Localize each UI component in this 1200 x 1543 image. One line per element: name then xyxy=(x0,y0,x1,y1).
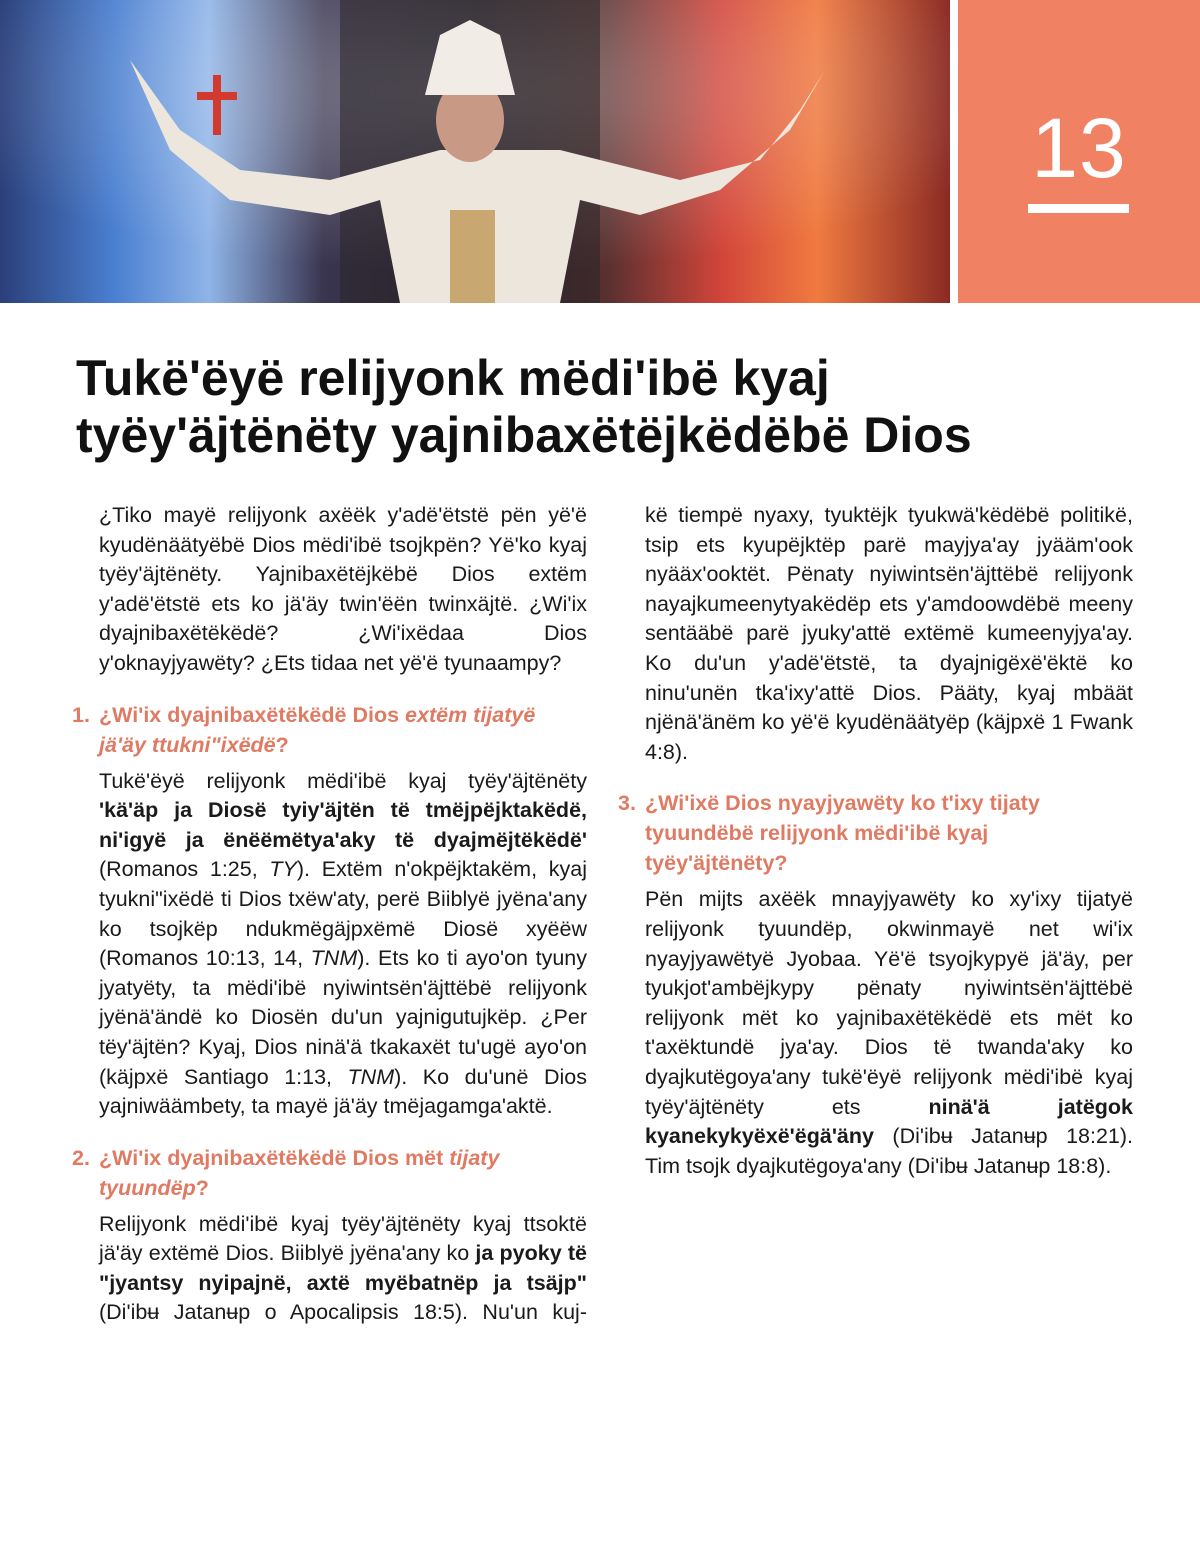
lesson-number-underline xyxy=(1028,204,1129,213)
title-line-1: Tukë'ëyë relijyonk mëdi'ibë kyaj xyxy=(76,350,830,406)
bible-abbrev: TNM xyxy=(310,946,358,971)
text: (Di'ibʉ Jatanʉp o Apocalipsis 18:5). Nu'un kuj- xyxy=(99,1300,587,1325)
answer-2-paragraph-part-2: kë tiempë nyaxy, tyuktëjk tyukwä'këdëbë politikë, tsip ets kyupëjktëp parë mayjya'ay jyääm'ook nyääx'ooktët. Pënaty nyiwintsën'äjttëbë relijyonk nayajkumeenytyakëdëp ets y'amdoowdëbë meeny sentääbë parë jyuky'attë extëmë kumeenyjya'ay. Ko du'un y'adë'ëtstë, ta dyajnigëxë'ëktë ko ninu'unën tka'ixy'attë Dios. Pääty, kyaj mbäät njënä'änëm ko yë'ë kyudënäätyëp (käjpxë 1 Fwank 4:8). xyxy=(645,503,1133,764)
question-2-heading xyxy=(72,1143,587,1203)
bold-quote: ja pyoky të "jyantsy nyipajnë, axtë myëbatnëp ja tsäjp" xyxy=(99,1241,587,1295)
answer-1-paragraph xyxy=(99,767,587,1122)
bible-abbrev: TY xyxy=(269,857,297,882)
text: ). Ets ko ti ayo'on tyuny jyatyëty, ta mëdi'ibë nyiwintsën'äjttëbë relijyonk jyënä'ändë ko Diosën du'un yajnigutujkëp. ¿Per tëy'äjtën? Kyaj, Dios ninä'ä tkakaxët tu'ugë ayo'on (käjpxë Santiago 1:13, xyxy=(99,946,588,1089)
question-text-italic: tijaty tyuundëp xyxy=(99,1145,500,1200)
question-mark: ? xyxy=(195,1175,209,1200)
bold-text: ninä'ä jatëgok kyanekykyëxë'ëgä'äny xyxy=(645,1094,1134,1149)
answer-3-paragraph xyxy=(645,885,1133,1181)
text: Relijyonk mëdi'ibë kyaj tyëy'äjtënëty kyaj ttsoktë jä'äy extëmë Dios. Biiblyë jyëna'any ko xyxy=(99,1211,587,1266)
title-line-2: tyëy'äjtënëty yajnibaxëtëjkëdëbë Dios xyxy=(76,407,972,463)
page-title xyxy=(76,350,1076,464)
question-3-heading xyxy=(618,788,1133,878)
hero-image-priest-cathedral xyxy=(0,0,950,303)
text-column-left xyxy=(72,501,588,1328)
bold-quote: 'kä'äp ja Diosë tyiy'äjtën të tmëjpëjktakëdë, ni'igyë ja ënëëmëtya'aky të dyajmëjtëkëdë' xyxy=(99,798,587,852)
text: ). Ko du'unë Dios yajniwäämbety, ta mayë jä'äy tmëjagamga'aktë. xyxy=(99,1064,587,1119)
text: (Romanos 1:25, xyxy=(99,857,270,882)
text: (Di'ibʉ Jatanʉp 18:21). Tim tsojk dyajkutëgoya'any (Di'ibʉ Jatanʉp 18:8). xyxy=(645,1124,1133,1178)
question-number: 2. xyxy=(72,1145,90,1170)
question-mark: ? xyxy=(275,732,289,757)
text: Pën mijts axëëk mnayjyawëty ko xy'ixy tijatyë relijyonk tyuundëp, okwinmayë net wi'ix nyayjyawëtyë Jyobaa. Yë'ë tsyojkypyë jä'äy, per tyukjot'ambëjkypy pënaty nyiwintsën'äjttëbë relijyonk mët ko yajnibaxëtëkëdë ets mët ko t'axëktundë jya'ay. Dios të twanda'aky ko dyajkutëgoya'any tukë'ëyë relijyonk mëdi'ibë kyaj tyëy'äjtënëty ets xyxy=(645,887,1133,1119)
question-1-heading xyxy=(72,700,587,760)
question-number: 3. xyxy=(618,791,636,816)
text: Tukë'ëyë relijyonk mëdi'ibë kyaj tyëy'äjtënëty xyxy=(99,768,587,793)
question-text: ¿Wi'ix dyajnibaxëtëkëdë Dios mët xyxy=(99,1145,450,1170)
intro-paragraph: ¿Tiko mayë relijyonk axëëk y'adë'ëtstë pën yë'ë kyudënäätyëbë Dios mëdi'ibë tsojkpën? Yë'ko kyaj tyëy'äjtënëty. Yajnibaxëtëjkëbë Dios extëm y'adë'ëtstë ets ko jä'äy twin'ëën twinxäjtë. ¿Wi'ix dyajnibaxëtëkëdë? ¿Wi'ixëdaa Dios y'oknayjyawëty? ¿Ets tidaa net yë'ë tyunaampy? xyxy=(99,503,587,675)
question-number: 1. xyxy=(72,702,90,727)
lesson-number-badge xyxy=(958,0,1200,303)
priest-illustration xyxy=(0,0,950,303)
question-text-italic: extëm tijatyë jä'äy ttukni"ixëdë xyxy=(99,702,536,757)
bible-abbrev: TNM xyxy=(347,1064,395,1089)
question-text: ¿Wi'ix dyajnibaxëtëkëdë Dios xyxy=(99,702,406,727)
text: ). Extëm n'okpëjktakëm, kyaj tyukni"ixëdë ti Dios txëw'aty, perë Biiblyë jyëna'any ko tsojkëp ndukmëgäjpxëmë Diosë xyëëw (Romanos 10:13, 14, xyxy=(99,857,587,971)
answer-2-paragraph-part-1 xyxy=(99,1210,587,1328)
question-text: ¿Wi'ixë Dios nyayjyawëty ko t'ixy tijaty tyuundëbë relijyonk mëdi'ibë kyaj tyëy'äjtënëty? xyxy=(645,791,1040,876)
lesson-number: 13 xyxy=(1031,101,1127,195)
text-column-right xyxy=(618,501,1134,1181)
